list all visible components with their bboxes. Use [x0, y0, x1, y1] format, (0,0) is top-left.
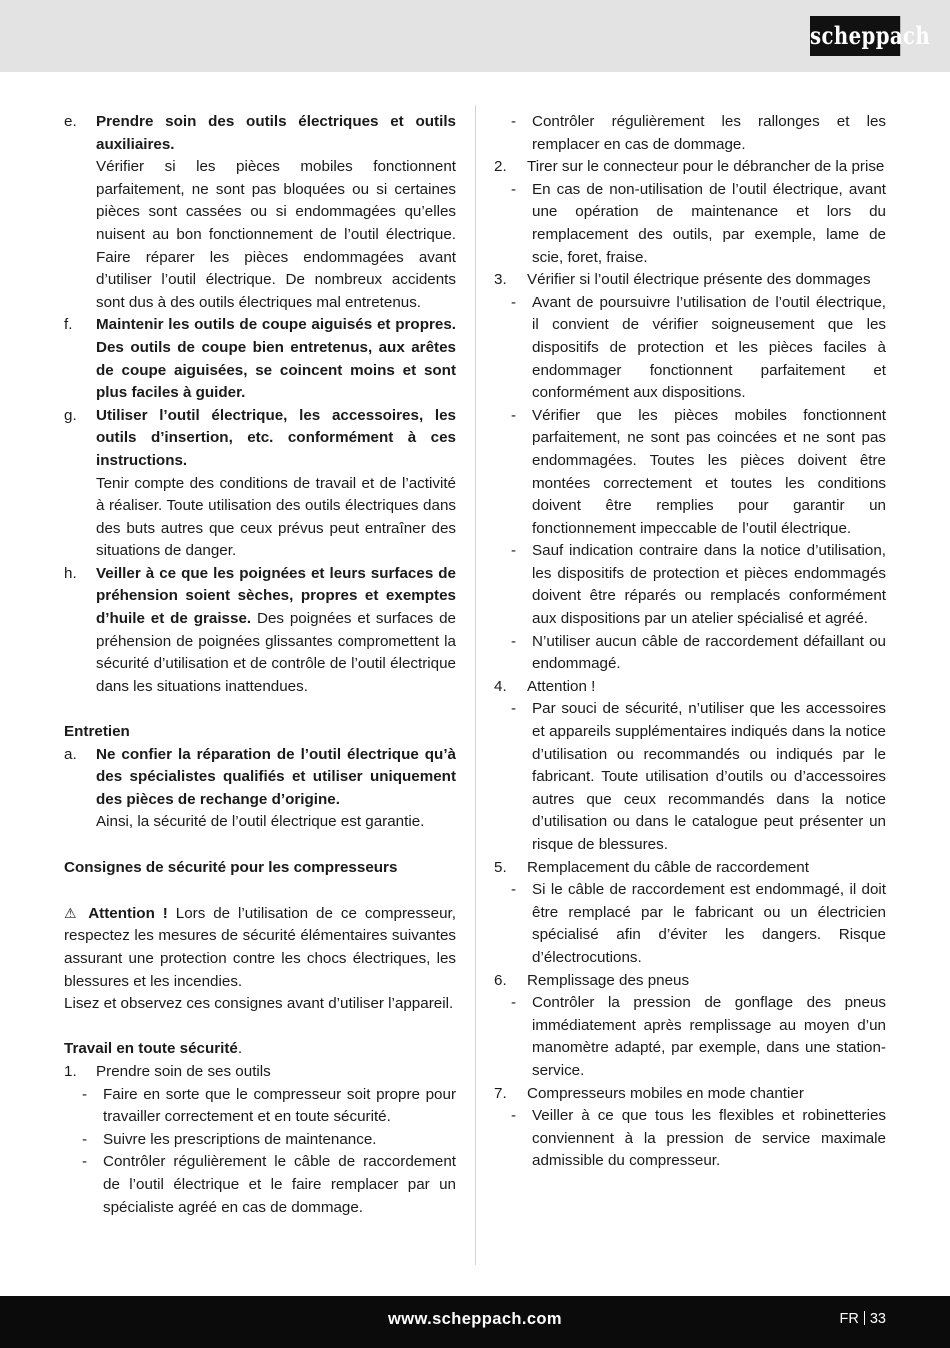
bullet-text: Vérifier que les pièces mobiles fonctionnent parfaitement, ne sont pas coincées et ne sont pas endommagées. Toutes les pièces doivent être montées correctement et toutes les conditions doivent être remplies pour garantir un fonctionnement impeccable de l’outil électrique.	[532, 406, 886, 537]
list-item-3	[494, 269, 886, 292]
warning-triangle-icon: ⚠	[64, 904, 81, 921]
bullet-item	[494, 879, 886, 969]
bullet-text: Avant de poursuivre l’utilisation de l’outil électrique, il convient de vérifier soigneusement que les dispositifs de protection et les pièces faciles à endommager fonctionnent parfaitement et conformément aux dispositions.	[532, 293, 886, 402]
list-label: 2.	[494, 158, 507, 176]
warning-label: Attention !	[88, 904, 168, 922]
item-title: Tirer sur le connecteur pour le débrancher de la prise	[527, 158, 885, 176]
item-heading: Prendre soin des outils électriques et outils auxiliaires.	[96, 113, 456, 153]
list-item-5	[494, 857, 886, 880]
column-divider	[475, 105, 476, 1265]
item-text: Des poignées et surfaces de préhension de poignées glissantes compromettent la sécurité d’utilisation et de contrôle de l’outil électrique dans les situations inattendues.	[96, 610, 456, 695]
item-text: Tenir compte des conditions de travail et de l’activité à réaliser. Toute utilisation des outils électriques dans des buts autres que ceux prévus peut entraîner des situations de danger.	[96, 474, 456, 560]
bullet-text: Suivre les prescriptions de maintenance.	[103, 1130, 377, 1148]
bullet-text: Contrôler régulièrement les rallonges et les remplacer en cas de dommage.	[532, 113, 886, 153]
item-title: Prendre soin de ses outils	[96, 1062, 271, 1080]
page-indicator	[840, 1296, 886, 1342]
bullet-item	[64, 1151, 456, 1219]
list-item-2	[494, 156, 886, 179]
bullet-text: Sauf indication contraire dans la notice d’utilisation, les dispositifs de protection et pièces endommagés doivent être réparés ou remplacés conformément aux dispositions par un atelier spécialisé et agréé.	[532, 542, 886, 628]
heading-text: Travail en toute sécurité	[64, 1040, 238, 1058]
list-item-7	[494, 1083, 886, 1106]
left-column	[64, 111, 456, 1219]
bullet-dash: -	[511, 994, 517, 1012]
bullet-text: En cas de non-utilisation de l’outil électrique, avant une opération de maintenance et lors du remplacement des outils, par exemple, lame de scie, foret, fraise.	[532, 180, 886, 266]
item-text: Vérifier si les pièces mobiles fonctionnent parfaitement, ne sont pas bloquées ou si certaines pièces sont cassées ou si endommagées qu’elles nuisent au bon fonctionnement de l’outil électrique. Faire réparer les pièces endommagées avant d’utiliser l’outil électrique. De nombreux accidents sont dus à des outils électriques mal entretenus.	[96, 158, 456, 311]
list-item-4	[494, 676, 886, 699]
section-heading-entretien: Entretien	[64, 723, 130, 741]
item-title: Remplacement du câble de raccordement	[527, 858, 809, 876]
item-title: Remplissage des pneus	[527, 971, 690, 989]
footer-separator	[864, 1311, 865, 1325]
list-item-e	[64, 111, 456, 314]
heading-suffix: .	[237, 1040, 243, 1058]
item-text: Ainsi, la sécurité de l’outil électrique est garantie.	[96, 813, 425, 831]
bullet-text: N’utiliser aucun câble de raccordement défaillant ou endommagé.	[532, 632, 886, 673]
bullet-dash: -	[82, 1130, 88, 1148]
bullet-dash: -	[82, 1153, 88, 1171]
list-label: e.	[64, 113, 77, 130]
language-code: FR	[839, 1311, 859, 1327]
warning-paragraph	[64, 902, 456, 993]
bullet-item	[494, 405, 886, 541]
bullet-item	[64, 1084, 456, 1129]
bullet-text: Veiller à ce que tous les flexibles et robinetteries conviennent à la pression de service maximale admissible du compresseur.	[532, 1107, 886, 1170]
list-label: g.	[64, 406, 77, 424]
item-title: Vérifier si l’outil électrique présente des dommages	[527, 271, 871, 289]
bullet-dash: -	[511, 881, 517, 899]
list-item-6	[494, 970, 886, 993]
bullet-text: Contrôler régulièrement le câble de raccordement de l’outil électrique et le faire remplacer par un spécialiste agréé en cas de dommage.	[103, 1153, 456, 1216]
list-item-f	[64, 314, 456, 404]
list-label: a.	[64, 745, 77, 763]
bullet-text: Si le câble de raccordement est endommagé, il doit être remplacé par le fabricant ou un électricien spécialisé afin d’éviter les dangers. Risque d’électrocutions.	[532, 881, 886, 966]
list-label: 3.	[494, 271, 507, 289]
list-item-1	[64, 1061, 456, 1084]
bullet-item	[494, 540, 886, 630]
bullet-dash: -	[82, 1085, 88, 1103]
bullet-item	[494, 292, 886, 405]
bullet-dash: -	[511, 293, 517, 311]
list-label: f.	[64, 316, 73, 334]
list-label: h.	[64, 564, 77, 582]
bullet-item	[494, 631, 886, 676]
warning-text: Lors de l’utilisation de ce compresseur, respectez les mesures de sécurité élémentaires suivantes assurant une protection contre les chocs électriques, les blessures et les incendies.	[64, 904, 456, 990]
bullet-text: Faire en sorte que le compresseur soit propre pour travailler correctement et en toute sécurité.	[103, 1085, 456, 1126]
list-label: 6.	[494, 971, 507, 989]
bullet-dash: -	[511, 632, 517, 650]
list-item-h	[64, 563, 456, 699]
section-heading-travail	[64, 1038, 456, 1061]
item-heading: Ne confier la réparation de l’outil électrique qu’à des spécialistes qualifiés et utiliser uniquement des pièces de rechange d’origine.	[96, 745, 456, 808]
header-band	[0, 0, 950, 72]
item-heading: Utiliser l’outil électrique, les accessoires, les outils d’insertion, etc. conformément à ces instructions.	[96, 406, 456, 469]
warning-paragraph-2: Lisez et observez ces consignes avant d’utiliser l’appareil.	[64, 995, 454, 1013]
list-label: 1.	[64, 1062, 77, 1080]
list-item-a	[64, 744, 456, 834]
list-label: 7.	[494, 1084, 507, 1102]
page-number: 33	[869, 1311, 886, 1327]
bullet-item	[494, 179, 886, 269]
bullet-dash: -	[511, 1107, 517, 1125]
item-title: Compresseurs mobiles en mode chantier	[527, 1084, 804, 1102]
section-heading-compressors: Consignes de sécurité pour les compresseurs	[64, 858, 398, 876]
item-heading: Maintenir les outils de coupe aiguisés et propres. Des outils de coupe bien entretenus, aux arêtes de coupe aiguisées, se coincent moins et sont plus faciles à guider.	[96, 316, 456, 402]
bullet-dash: -	[511, 406, 517, 424]
bullet-item	[494, 698, 886, 856]
bullet-text: Contrôler la pression de gonflage des pneus immédiatement après remplissage au moyen d’un manomètre adapté, par exemple, dans une station-service.	[532, 994, 886, 1079]
list-label: 5.	[494, 858, 507, 876]
bullet-item	[494, 992, 886, 1082]
item-heading: Veiller à ce que les poignées et leurs surfaces de préhension soient sèches, propres et exemptes d’huile et de graisse.	[96, 564, 456, 628]
list-item-g	[64, 405, 456, 563]
bullet-dash: -	[511, 542, 517, 560]
bullet-item	[494, 1105, 886, 1173]
footer-band	[0, 1296, 950, 1348]
item-title: Attention !	[527, 677, 596, 695]
bullet-dash: -	[511, 180, 517, 198]
bullet-dash: -	[511, 113, 517, 130]
scheppach-logo: scheppach	[810, 16, 900, 56]
bullet-dash: -	[511, 700, 517, 718]
list-label: 4.	[494, 677, 507, 695]
bullet-item	[494, 111, 886, 156]
bullet-text: Par souci de sécurité, n’utiliser que les accessoires et appareils supplémentaires indiqués dans la notice d’utilisation ou recommandés ou indiqués par le fabricant. Toute utilisation d’outils ou d’accessoires autres que ceux recommandés dans la notice d’utilisation ou dans le catalogue peut présenter un risque de blessures.	[532, 700, 886, 853]
website-link[interactable]: www.scheppach.com	[388, 1310, 562, 1328]
right-column	[494, 111, 886, 1173]
bullet-item	[64, 1129, 456, 1152]
